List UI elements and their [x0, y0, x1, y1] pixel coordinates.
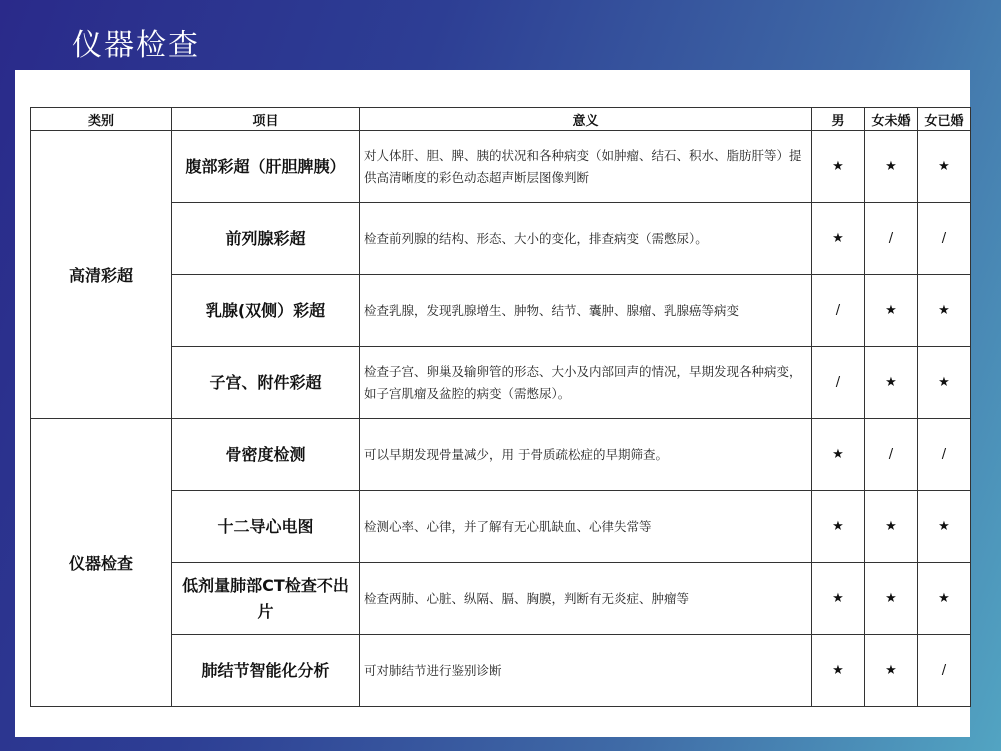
male-mark: ★ — [812, 419, 865, 491]
item-cell: 子宫、附件彩超 — [172, 347, 360, 419]
female-married-mark: ★ — [918, 131, 971, 203]
female-married-mark: / — [918, 203, 971, 275]
content-panel — [15, 70, 970, 737]
item-cell: 十二导心电图 — [172, 491, 360, 563]
desc-cell: 检查子宫、卵巢及输卵管的形态、大小及内部回声的情况，早期发现各种病变，如子宫肌瘤及盆腔的病变（需憋尿）。 — [360, 347, 812, 419]
header-meaning: 意义 — [360, 108, 812, 131]
female-single-mark: ★ — [865, 491, 918, 563]
female-single-mark: / — [865, 419, 918, 491]
female-single-mark: ★ — [865, 275, 918, 347]
male-mark: / — [812, 347, 865, 419]
item-cell: 乳腺(双侧）彩超 — [172, 275, 360, 347]
table-row — [31, 491, 971, 563]
header-male: 男 — [812, 108, 865, 131]
male-mark: / — [812, 275, 865, 347]
category-cell: 高清彩超 — [31, 131, 172, 419]
male-mark: ★ — [812, 635, 865, 707]
desc-cell: 可对肺结节进行鉴别诊断 — [360, 635, 812, 707]
category-cell: 仪器检查 — [31, 419, 172, 707]
male-mark: ★ — [812, 131, 865, 203]
female-single-mark: ★ — [865, 635, 918, 707]
female-married-mark: ★ — [918, 491, 971, 563]
header-female-married: 女已婚 — [918, 108, 971, 131]
desc-cell: 检查两肺、心脏、纵隔、膈、胸膜，判断有无炎症、肿瘤等 — [360, 563, 812, 635]
header-item: 项目 — [172, 108, 360, 131]
table-row — [31, 563, 971, 635]
male-mark: ★ — [812, 491, 865, 563]
desc-cell: 对人体肝、胆、脾、胰的状况和各种病变（如肿瘤、结石、积水、脂肪肝等）提供高清晰度的彩色动态超声断层图像判断 — [360, 131, 812, 203]
female-married-mark: ★ — [918, 563, 971, 635]
item-cell: 骨密度检测 — [172, 419, 360, 491]
female-married-mark: / — [918, 419, 971, 491]
item-cell: 前列腺彩超 — [172, 203, 360, 275]
female-single-mark: ★ — [865, 347, 918, 419]
female-married-mark: / — [918, 635, 971, 707]
table-header-row — [31, 108, 971, 131]
male-mark: ★ — [812, 203, 865, 275]
female-married-mark: ★ — [918, 275, 971, 347]
table-row — [31, 203, 971, 275]
table-row — [31, 275, 971, 347]
table-row — [31, 347, 971, 419]
male-mark: ★ — [812, 563, 865, 635]
table-row — [31, 419, 971, 491]
page-title: 仪器检查 — [72, 28, 200, 63]
item-cell: 腹部彩超（肝胆脾胰） — [172, 131, 360, 203]
female-single-mark: ★ — [865, 563, 918, 635]
item-cell: 低剂量肺部CT检查不出片 — [172, 563, 360, 635]
header-category: 类别 — [31, 108, 172, 131]
exam-table — [30, 107, 971, 707]
desc-cell: 可以早期发现骨量减少，用 于骨质疏松症的早期筛查。 — [360, 419, 812, 491]
female-married-mark: ★ — [918, 347, 971, 419]
table-row — [31, 131, 971, 203]
item-cell: 肺结节智能化分析 — [172, 635, 360, 707]
female-single-mark: ★ — [865, 131, 918, 203]
desc-cell: 检查乳腺，发现乳腺增生、肿物、结节、囊肿、腺瘤、乳腺癌等病变 — [360, 275, 812, 347]
desc-cell: 检查前列腺的结构、形态、大小的变化，排查病变（需憋尿）。 — [360, 203, 812, 275]
desc-cell: 检测心率、心律，并了解有无心肌缺血、心律失常等 — [360, 491, 812, 563]
table-row — [31, 635, 971, 707]
header-female-single: 女未婚 — [865, 108, 918, 131]
female-single-mark: / — [865, 203, 918, 275]
